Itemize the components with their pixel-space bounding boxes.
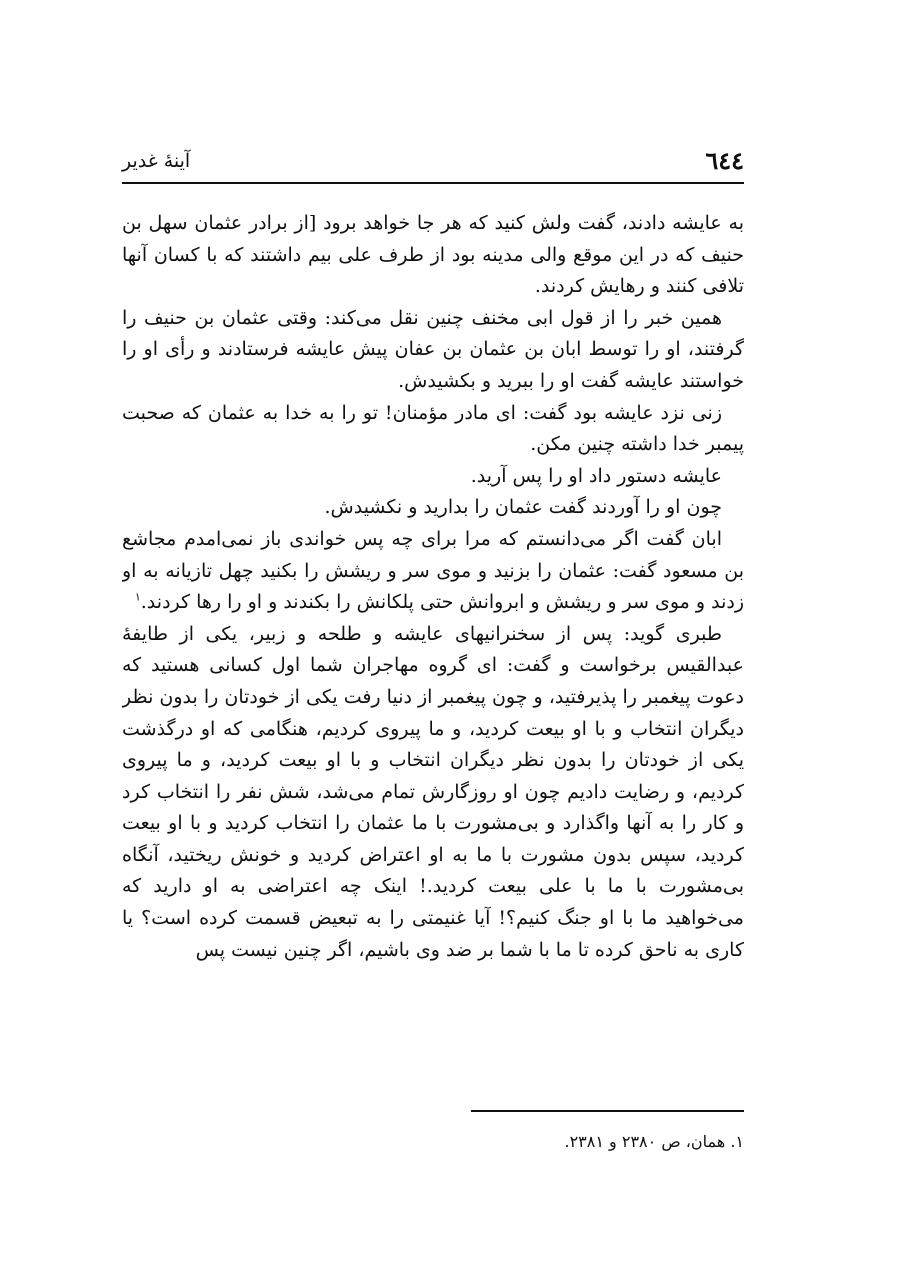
page-header: [122, 146, 744, 184]
paragraph: طبری گوید: پس از سخنرانیهای عایشه و طلحه و زبیر، یکی از طایفۀ عبدالقیس برخواست و گفت: ای گروه مهاجران شما اول کسانی هستید که دعوت پیغمبر را پذیرفتید، و چون پیغمبر از دنیا رفت یکی از خودتان را بدون نظر دیگران انتخاب و با او بیعت کردید، و ما پیروی کردیم، هنگامی که او درگذشت یکی از خودتان را بدون نظر دیگران انتخاب و با او بیعت کردید، و ما پیروی کردیم، و رضایت دادیم چون او روزگارش تمام می‌شد، شش نفر را انتخاب کرد و کار را به آنها واگذارد و بی‌مشورت با ما عثمان را انتخاب کردید و با او بیعت کردید، سپس بدون مشورت با ما به او اعتراض کردید و خونش ریختید، آنگاه بی‌مشورت با ما با علی بیعت کردید.! اینک چه اعتراضی به او دارید که می‌خواهید ما با او جنگ کنیم؟! آیا غنیمتی را به تبعیض قسمت کرده است؟ یا کاری به ناحق کرده تا ما با شما بر ضد وی باشیم، اگر چنین نیست پس: [122, 622, 744, 961]
paragraph-with-footnote: [122, 524, 744, 619]
paragraph: زنی نزد عایشه بود گفت: ای مادر مؤمنان! تو را به خدا به عثمان که صحبت پیمبر خدا داشته چنین مکن.: [122, 401, 744, 456]
paragraph: چون او را آوردند گفت عثمان را بدارید و نکشیدش.: [324, 496, 722, 519]
footnote-divider: [471, 1110, 744, 1112]
paragraph: به عایشه دادند، گفت ولش کنید که هر جا خواهد برود [از برادر عثمان سهل بن حنیف که در این موقع والی مدینه بود از طرف علی بیم داشتند که با کسان آنها تلافی کنند و رهایش کردند.: [122, 212, 744, 298]
paragraph-text: ابان گفت اگر می‌دانستم که مرا برای چه پس خواندی باز نمی‌امدم مجاشع بن مسعود گفت: عثمان را بزنید و موی سر و ریشش را بکنید چهل تازیانه به او زدند و موی سر و ریشش و ابروانش حتی پلکانش را بکندند و او را رها کردند.: [122, 527, 744, 614]
page-number: ٦٤٤: [705, 146, 744, 175]
paragraph: همین خبر را از قول ابی مخنف چنین نقل می‌کند: وقتی عثمان بن حنیف را گرفتند، او را توسط ابان بن عثمان بن عفان پیش عایشه فرستادند و رأی او را خواستند عایشه گفت او را ببرید و بکشیدش.: [122, 306, 744, 392]
paragraph: عایشه دستور داد او را پس آرید.: [470, 464, 722, 487]
running-title: آینۀ غدیر: [122, 150, 191, 172]
footnote-marker: ١: [134, 590, 141, 604]
main-text: [122, 208, 744, 1078]
footnote: ١. همان، ص ٢٣٨٠ و ٢٣٨١.: [564, 1132, 744, 1151]
